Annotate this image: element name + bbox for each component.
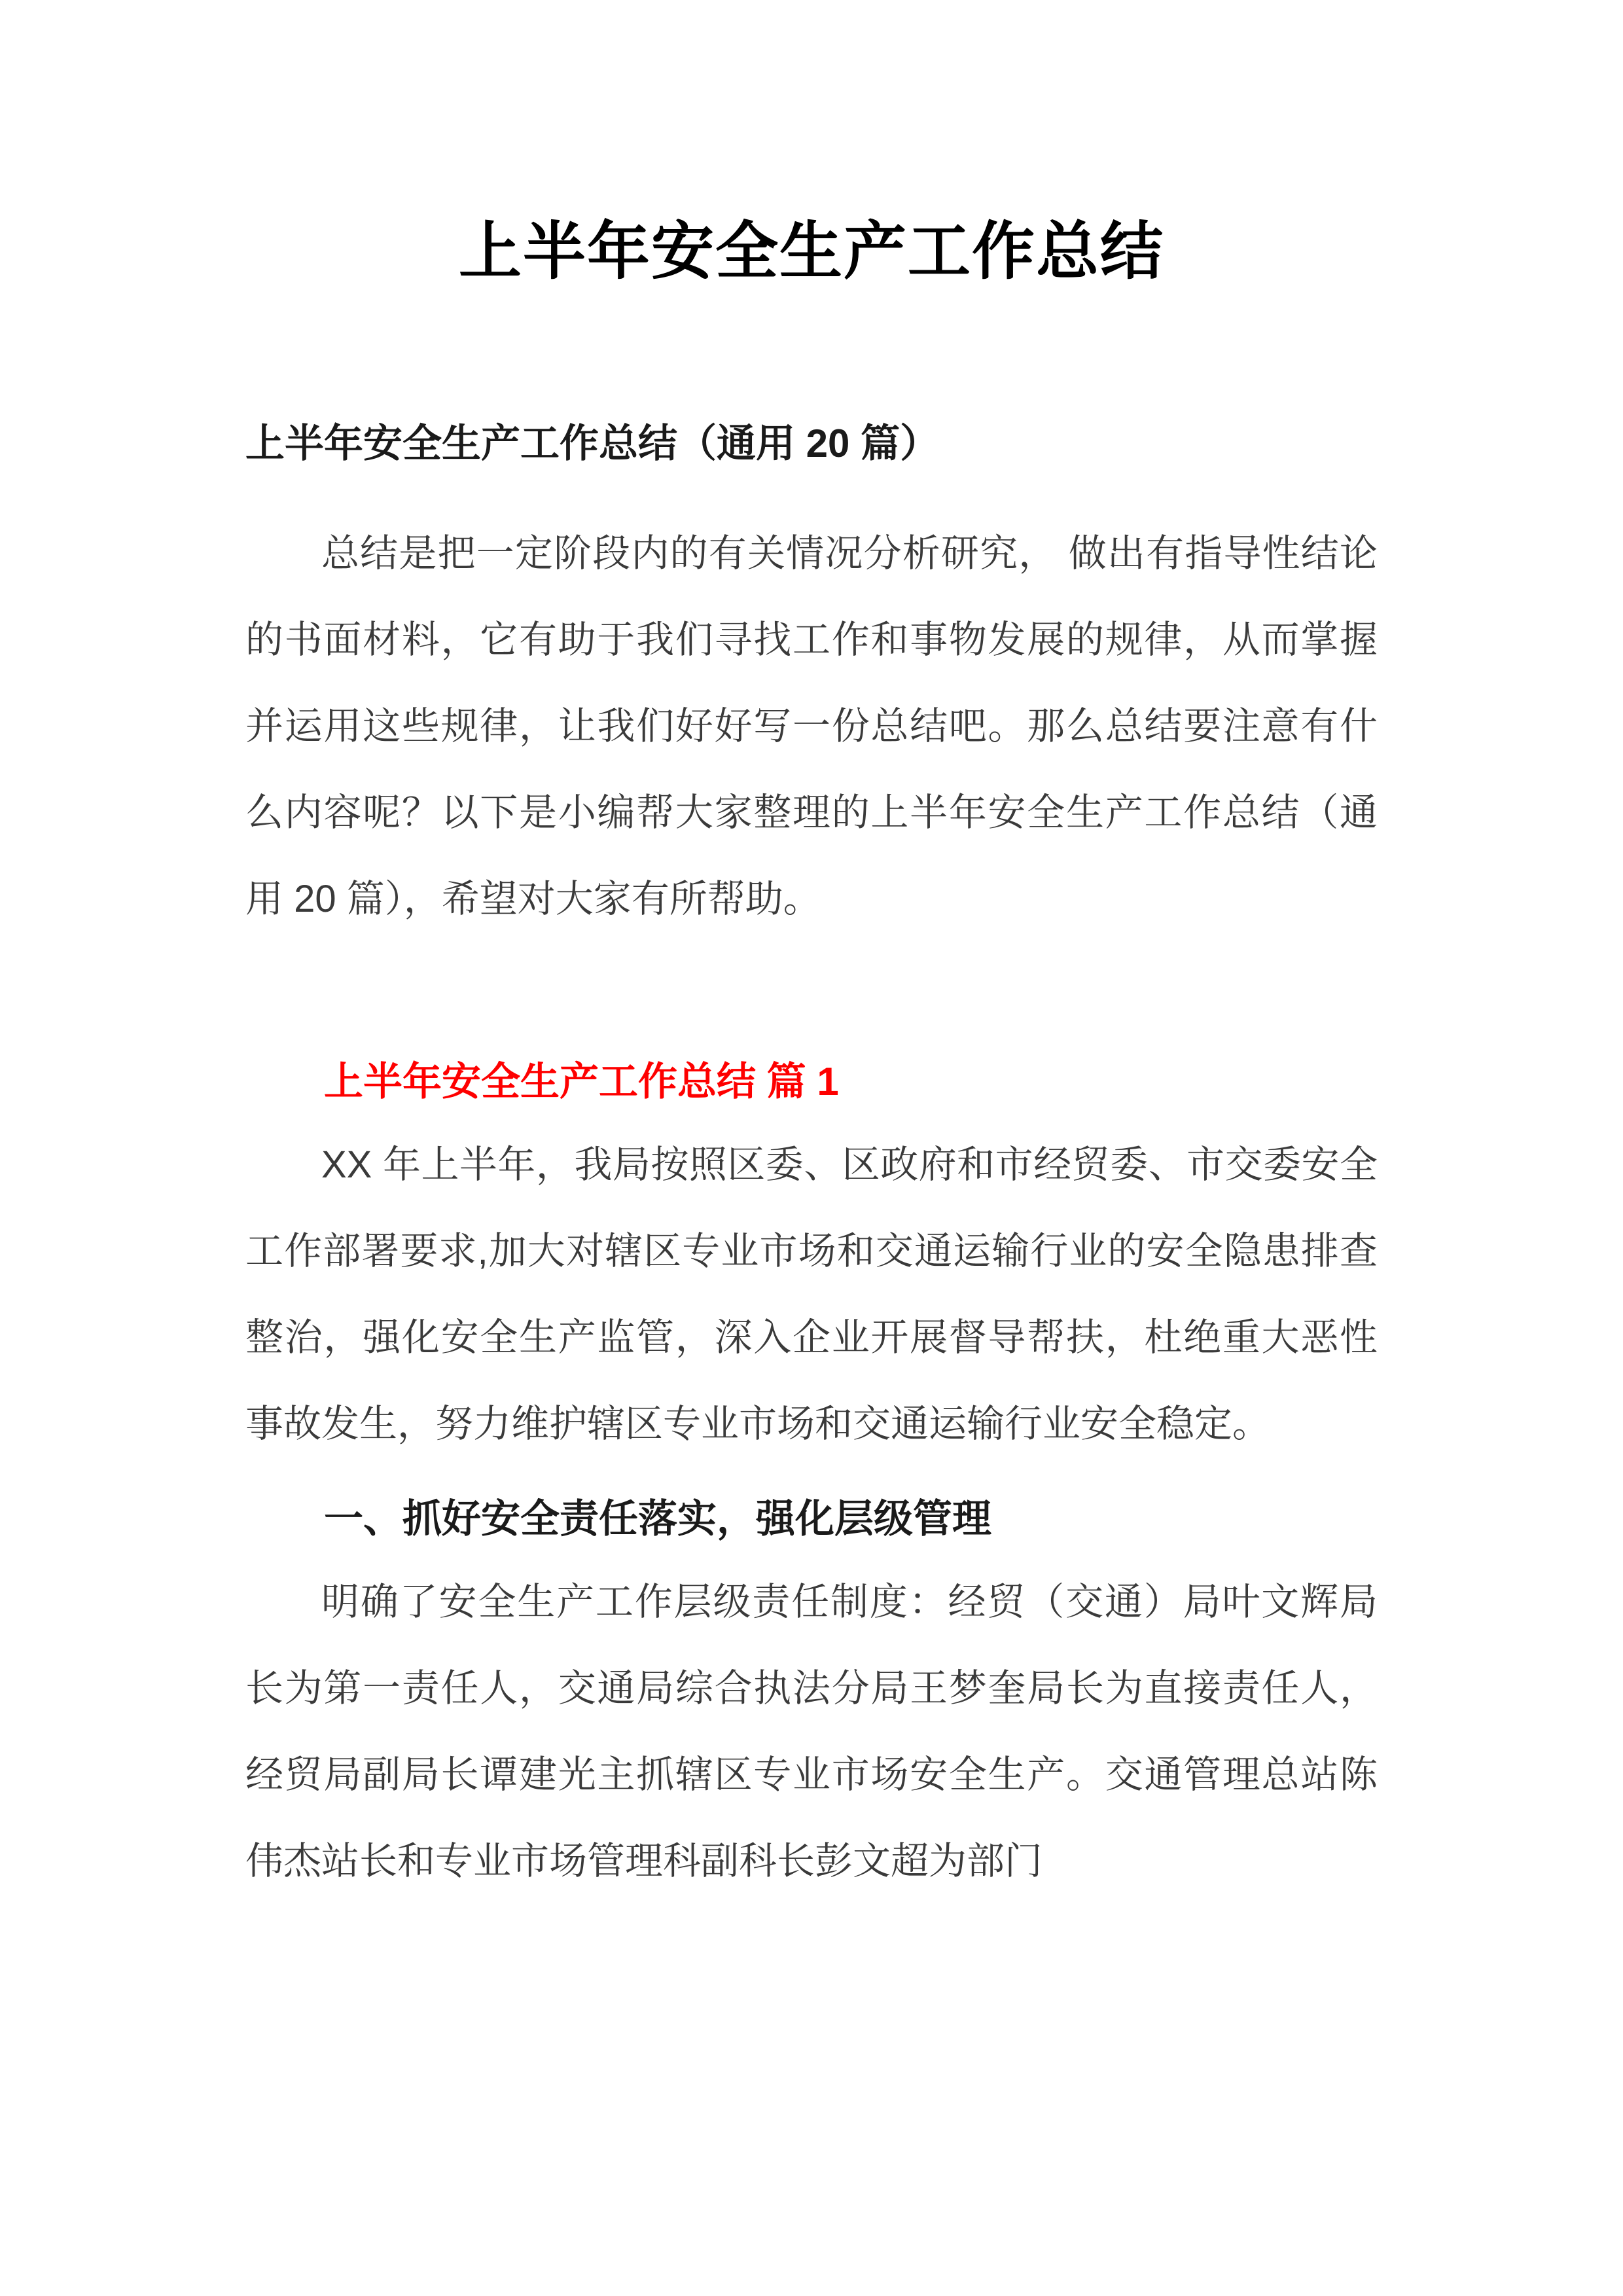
document-title: 上半年安全生产工作总结 bbox=[459, 217, 1164, 287]
section-1-sub-heading: 一、抓好安全责任落实，强化层级管理 bbox=[324, 1497, 991, 1541]
section-1-paragraph-2: 明确了安全生产工作层级责任制度：经贸（交通）局叶文辉局长为第一责任人，交通局综合执法分局王梦奎局长为直接责任人，经贸局副局长谭建光主抓辖区专业市场安全生产。交通管理总站陈伟杰站长和专业市场管理科副科长彭文超为部门 bbox=[245, 1581, 1378, 1882]
section-1-paragraph-1: XX 年上半年，我局按照区委、区政府和市经贸委、市交委安全工作部署要求,加大对辖区专业市场和交通运输行业的安全隐患排查整治，强化安全生产监管，深入企业开展督导帮扶，杜绝重大恶性事故发生，努力维护辖区专业市场和交通运输行业安全稳定。 bbox=[245, 1143, 1378, 1445]
document-subtitle: 上半年安全生产工作总结（通用 20 篇） bbox=[245, 422, 940, 465]
intro-paragraph: 总结是把一定阶段内的有关情况分析研究， 做出有指导性结论的书面材料，它有助于我们寻找工作和事物发展的规律，从而掌握并运用这些规律，让我们好好写一份总结吧。那么总结要注意有什么内容呢？以下是小编帮大家整理的上半年安全生产工作总结（通用 20 篇），希望对大家有所帮助。 bbox=[245, 532, 1378, 920]
section-1-heading: 上半年安全生产工作总结 篇 1 bbox=[324, 1060, 839, 1103]
